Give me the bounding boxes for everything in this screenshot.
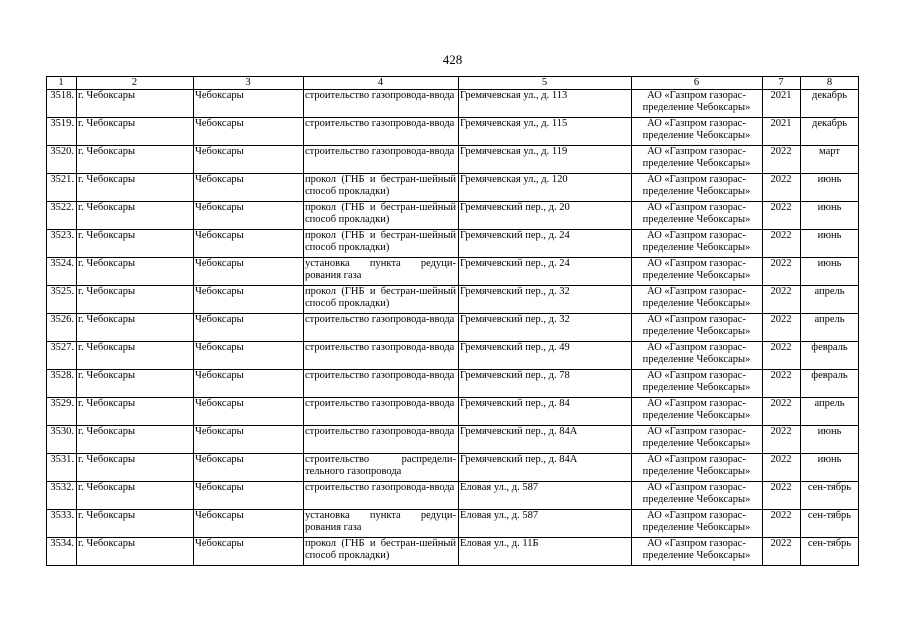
district-cell: Чебоксары [193,174,303,202]
row-number: 3531. [46,454,76,482]
district-cell: Чебоксары [193,258,303,286]
organization-cell: АО «Газпром газорас-пределение Чебоксары» [631,118,762,146]
month-cell: июнь [800,202,859,230]
row-number: 3534. [46,538,76,566]
table-row [46,314,859,342]
year-cell: 2022 [762,538,800,566]
district-cell: Чебоксары [193,426,303,454]
organization-cell: АО «Газпром газорас-пределение Чебоксары» [631,174,762,202]
month-cell: декабрь [800,90,859,118]
month-cell: март [800,146,859,174]
city-cell: г. Чебоксары [76,230,193,258]
column-number-row [46,77,859,90]
table-row [46,398,859,426]
year-cell: 2021 [762,118,800,146]
address-cell: Гремячевская ул., д. 119 [458,146,631,174]
organization-cell: АО «Газпром газорас-пределение Чебоксары» [631,90,762,118]
district-cell: Чебоксары [193,342,303,370]
district-cell: Чебоксары [193,90,303,118]
table-row [46,230,859,258]
row-number: 3520. [46,146,76,174]
month-cell: сен-тябрь [800,538,859,566]
address-cell: Гремячевский пер., д. 49 [458,342,631,370]
organization-cell: АО «Газпром газорас-пределение Чебоксары» [631,510,762,538]
month-cell: февраль [800,370,859,398]
column-divider [46,76,47,566]
city-cell: г. Чебоксары [76,370,193,398]
city-cell: г. Чебоксары [76,454,193,482]
table-row [46,482,859,510]
row-number: 3525. [46,286,76,314]
row-number: 3523. [46,230,76,258]
district-cell: Чебоксары [193,314,303,342]
district-cell: Чебоксары [193,482,303,510]
table-row [46,538,859,566]
column-number-8: 8 [800,77,859,90]
city-cell: г. Чебоксары [76,286,193,314]
row-number: 3527. [46,342,76,370]
city-cell: г. Чебоксары [76,258,193,286]
work-type-cell: строительство газопровода-ввода [303,146,458,174]
organization-cell: АО «Газпром газорас-пределение Чебоксары» [631,398,762,426]
work-type-cell: строительство газопровода-ввода [303,314,458,342]
month-cell: июнь [800,258,859,286]
organization-cell: АО «Газпром газорас-пределение Чебоксары» [631,258,762,286]
row-number: 3532. [46,482,76,510]
address-cell: Еловая ул., д. 587 [458,482,631,510]
column-number-5: 5 [458,77,631,90]
address-cell: Еловая ул., д. 11Б [458,538,631,566]
address-cell: Гремячевский пер., д. 20 [458,202,631,230]
organization-cell: АО «Газпром газорас-пределение Чебоксары» [631,370,762,398]
table-row [46,90,859,118]
district-cell: Чебоксары [193,230,303,258]
city-cell: г. Чебоксары [76,342,193,370]
city-cell: г. Чебоксары [76,510,193,538]
year-cell: 2022 [762,146,800,174]
organization-cell: АО «Газпром газорас-пределение Чебоксары» [631,426,762,454]
column-number-2: 2 [76,77,193,90]
month-cell: апрель [800,286,859,314]
city-cell: г. Чебоксары [76,118,193,146]
address-cell: Гремячевский пер., д. 32 [458,286,631,314]
column-number-4: 4 [303,77,458,90]
organization-cell: АО «Газпром газорас-пределение Чебоксары» [631,482,762,510]
column-divider [76,76,77,566]
table-row [46,426,859,454]
organization-cell: АО «Газпром газорас-пределение Чебоксары» [631,202,762,230]
organization-cell: АО «Газпром газорас-пределение Чебоксары» [631,314,762,342]
work-type-cell: строительство газопровода-ввода [303,482,458,510]
address-cell: Гремячевский пер., д. 78 [458,370,631,398]
city-cell: г. Чебоксары [76,314,193,342]
column-divider [631,76,632,566]
table-row [46,118,859,146]
month-cell: декабрь [800,118,859,146]
month-cell: сен-тябрь [800,482,859,510]
row-number: 3526. [46,314,76,342]
month-cell: февраль [800,342,859,370]
organization-cell: АО «Газпром газорас-пределение Чебоксары» [631,230,762,258]
address-cell: Гремячевский пер., д. 84А [458,426,631,454]
year-cell: 2022 [762,314,800,342]
work-type-cell: прокол (ГНБ и бестран-шейный способ прокладки) [303,202,458,230]
registry-table [46,76,859,566]
row-number: 3533. [46,510,76,538]
work-type-cell: строительство газопровода-ввода [303,370,458,398]
organization-cell: АО «Газпром газорас-пределение Чебоксары» [631,454,762,482]
column-divider [762,76,763,566]
table-row [46,454,859,482]
month-cell: июнь [800,230,859,258]
table-row [46,286,859,314]
district-cell: Чебоксары [193,286,303,314]
district-cell: Чебоксары [193,454,303,482]
row-number: 3528. [46,370,76,398]
row-number: 3518. [46,90,76,118]
organization-cell: АО «Газпром газорас-пределение Чебоксары» [631,146,762,174]
work-type-cell: строительство газопровода-ввода [303,342,458,370]
district-cell: Чебоксары [193,370,303,398]
year-cell: 2022 [762,454,800,482]
address-cell: Гремячевский пер., д. 24 [458,258,631,286]
row-number: 3521. [46,174,76,202]
row-number: 3530. [46,426,76,454]
city-cell: г. Чебоксары [76,482,193,510]
district-cell: Чебоксары [193,202,303,230]
table-row [46,146,859,174]
work-type-cell: установка пункта редуци-рования газа [303,258,458,286]
district-cell: Чебоксары [193,118,303,146]
table-row [46,342,859,370]
city-cell: г. Чебоксары [76,146,193,174]
work-type-cell: установка пункта редуци-рования газа [303,510,458,538]
city-cell: г. Чебоксары [76,538,193,566]
row-number: 3529. [46,398,76,426]
address-cell: Гремячевская ул., д. 120 [458,174,631,202]
table-row [46,258,859,286]
year-cell: 2022 [762,258,800,286]
column-divider [193,76,194,566]
column-number-1: 1 [46,77,76,90]
city-cell: г. Чебоксары [76,398,193,426]
address-cell: Еловая ул., д. 587 [458,510,631,538]
column-number-3: 3 [193,77,303,90]
year-cell: 2022 [762,174,800,202]
work-type-cell: строительство газопровода-ввода [303,118,458,146]
column-number-6: 6 [631,77,762,90]
city-cell: г. Чебоксары [76,202,193,230]
column-divider [303,76,304,566]
address-cell: Гремячевский пер., д. 84А [458,454,631,482]
registry-body [46,90,859,566]
address-cell: Гремячевская ул., д. 115 [458,118,631,146]
work-type-cell: прокол (ГНБ и бестран-шейный способ прокладки) [303,286,458,314]
table-row [46,510,859,538]
year-cell: 2022 [762,426,800,454]
year-cell: 2022 [762,202,800,230]
work-type-cell: прокол (ГНБ и бестран-шейный способ прокладки) [303,174,458,202]
address-cell: Гремячевская ул., д. 113 [458,90,631,118]
year-cell: 2022 [762,398,800,426]
district-cell: Чебоксары [193,146,303,174]
page-number: 428 [442,52,463,67]
month-cell: сен-тябрь [800,510,859,538]
address-cell: Гремячевский пер., д. 32 [458,314,631,342]
work-type-cell: прокол (ГНБ и бестран-шейный способ прокладки) [303,538,458,566]
column-divider [458,76,459,566]
month-cell: апрель [800,398,859,426]
column-divider [858,76,859,566]
row-number: 3519. [46,118,76,146]
district-cell: Чебоксары [193,538,303,566]
year-cell: 2021 [762,90,800,118]
table-row [46,174,859,202]
city-cell: г. Чебоксары [76,174,193,202]
work-type-cell: строительство газопровода-ввода [303,426,458,454]
year-cell: 2022 [762,370,800,398]
work-type-cell: строительство распредели-тельного газопровода [303,454,458,482]
district-cell: Чебоксары [193,398,303,426]
column-number-7: 7 [762,77,800,90]
table-row [46,202,859,230]
table-row [46,370,859,398]
month-cell: апрель [800,314,859,342]
work-type-cell: строительство газопровода-ввода [303,398,458,426]
column-divider [800,76,801,566]
address-cell: Гремячевский пер., д. 24 [458,230,631,258]
row-number: 3524. [46,258,76,286]
city-cell: г. Чебоксары [76,90,193,118]
work-type-cell: прокол (ГНБ и бестран-шейный способ прокладки) [303,230,458,258]
city-cell: г. Чебоксары [76,426,193,454]
year-cell: 2022 [762,510,800,538]
year-cell: 2022 [762,482,800,510]
row-number: 3522. [46,202,76,230]
year-cell: 2022 [762,286,800,314]
organization-cell: АО «Газпром газорас-пределение Чебоксары» [631,342,762,370]
month-cell: июнь [800,454,859,482]
month-cell: июнь [800,426,859,454]
month-cell: июнь [800,174,859,202]
district-cell: Чебоксары [193,510,303,538]
organization-cell: АО «Газпром газорас-пределение Чебоксары» [631,538,762,566]
year-cell: 2022 [762,230,800,258]
year-cell: 2022 [762,342,800,370]
address-cell: Гремячевский пер., д. 84 [458,398,631,426]
work-type-cell: строительство газопровода-ввода [303,90,458,118]
organization-cell: АО «Газпром газорас-пределение Чебоксары» [631,286,762,314]
